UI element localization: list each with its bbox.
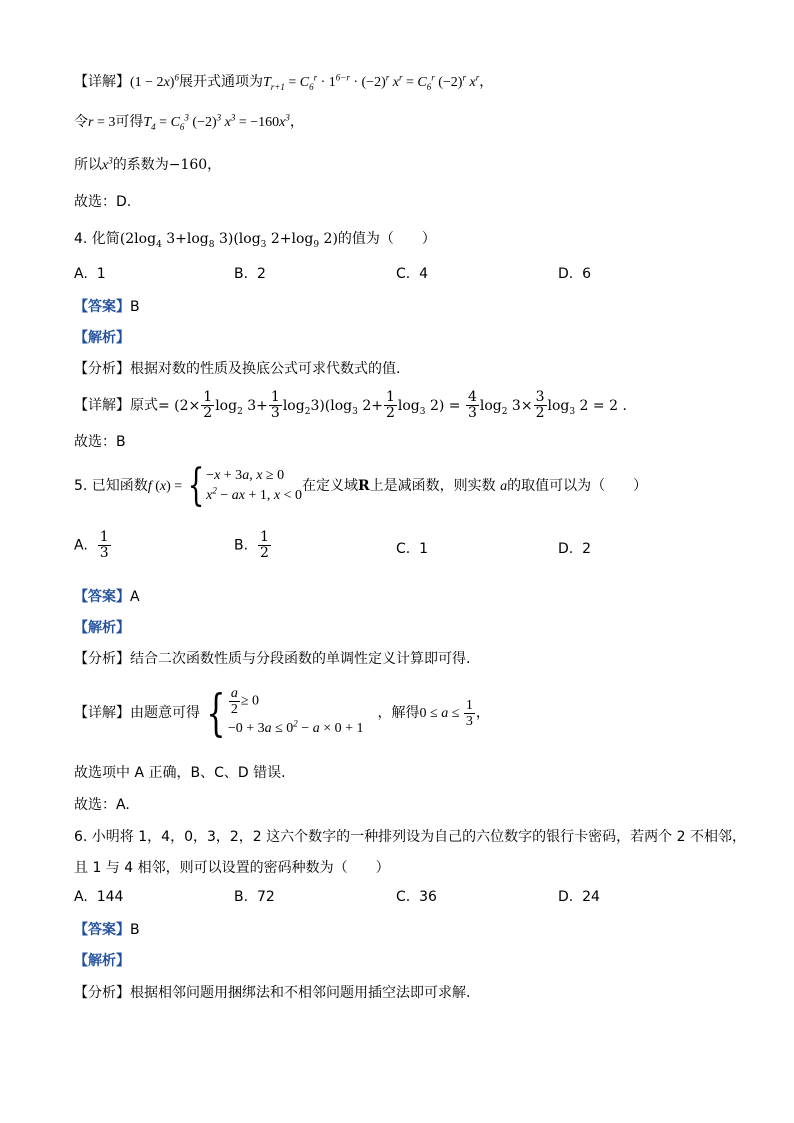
formula-fx: f (x) = bbox=[147, 479, 183, 494]
answer-label: 【答案】 bbox=[74, 299, 130, 315]
q4-option-c: C. 4 bbox=[396, 266, 429, 282]
formula-q5-result: 0 ≤ a ≤ $\frac{1}{3}$ bbox=[419, 698, 473, 730]
q5-option-d: D. 2 bbox=[558, 541, 592, 557]
q3-detail-text: 展开式通项为 bbox=[178, 74, 263, 90]
q4-stem bbox=[74, 229, 436, 249]
formula-piecewise: −x + 3a, x ≥ 0 $x^2$ − ax + 1, x < 0 bbox=[206, 468, 303, 503]
q5-stem-tail: 上是减函数，则实数 bbox=[369, 478, 496, 494]
q3-coef-suffix: 的系数为 bbox=[112, 157, 169, 173]
q6-option-d: D. 24 bbox=[558, 889, 600, 905]
q5-conclusion: 故选：A. bbox=[74, 797, 130, 813]
q5-answer-line bbox=[74, 587, 140, 607]
q3-step-mid: 可得 bbox=[115, 114, 144, 130]
q4-option-d: D. 6 bbox=[558, 266, 592, 282]
var-a: a bbox=[500, 479, 508, 494]
q6-answer-line bbox=[74, 920, 140, 940]
set-r: R bbox=[358, 478, 370, 494]
method-label: 【分析】 bbox=[74, 985, 130, 1001]
q6-method-text: 根据相邻问题用捆绑法和不相邻问题用插空法即可求解. bbox=[130, 985, 471, 1001]
q6-option-b: B. 72 bbox=[234, 889, 275, 905]
q4-option-b: B. 2 bbox=[234, 266, 266, 282]
method-label: 【分析】 bbox=[74, 651, 130, 667]
q4-stem-prefix: 4. 化简 bbox=[74, 231, 120, 247]
q6-analysis-label: 【解析】 bbox=[74, 953, 130, 969]
q6-option-a: A. 144 bbox=[74, 889, 124, 905]
q5-answer-value: A bbox=[130, 589, 140, 605]
q3-coefficient-line: 所以$x^3$的系数为−160， bbox=[74, 155, 222, 173]
q5-option-b: B. $\frac{1}{2}$ bbox=[234, 529, 269, 561]
q4-detail-prefix: 原式 bbox=[130, 397, 158, 414]
q5-option-c: C. 1 bbox=[396, 541, 429, 557]
formula-x3: $x^3$ bbox=[102, 155, 113, 173]
q6-option-c: C. 36 bbox=[396, 889, 437, 905]
q5-stem-suffix: 在定义域 bbox=[302, 478, 359, 494]
detail-label: 【详解】 bbox=[74, 705, 130, 721]
answer-label: 【答案】 bbox=[74, 589, 130, 605]
formula-binomial: $(1 - 2x)^6$ bbox=[130, 72, 179, 90]
formula-t4: $T_4 = C_6^3$ $(-2)^3$ $x^3 = -160x^3$ bbox=[143, 112, 290, 132]
q6-answer-value: B bbox=[130, 922, 140, 938]
q5-stem bbox=[74, 460, 648, 511]
q5-judgement: 故选项中 A 正确，B、C、D 错误. bbox=[74, 765, 286, 781]
q6-method-line bbox=[74, 983, 470, 1003]
method-label: 【分析】 bbox=[74, 361, 130, 377]
formula-general-term: $T_{r+1} = C_6^r \cdot 1^{6-r} \cdot (-2)^r$ $x^r = C_6^r$ $(-2)^r$ $x^r$ bbox=[262, 72, 480, 92]
q5-stem-end: 的取值可以为（ ） bbox=[507, 478, 648, 494]
q5-detail-line: 【详解】由题意可得 { $\frac{a}{2}$ ≥ 0 $-0 + 3a \le 0^2 - a \times 0 + 1$ ，解得0 ≤ a ≤ $\frac{1}{3}$ ， bbox=[74, 684, 490, 742]
formula-r-equals-3: r = 3 bbox=[88, 115, 116, 130]
q5-analysis-label: 【解析】 bbox=[74, 620, 130, 636]
q5-detail-prefix: 由题意可得 bbox=[130, 705, 200, 721]
q4-stem-suffix: 的值为（ ） bbox=[337, 231, 436, 247]
q6-stem-line2: 且 1 与 4 相邻，则可以设置的密码种数为（ ） bbox=[74, 860, 390, 876]
q3-conclusion: 故选：D. bbox=[74, 194, 132, 210]
detail-label: 【详解】 bbox=[74, 397, 130, 414]
q3-step-prefix: 令 bbox=[74, 114, 88, 130]
q4-answer-value: B bbox=[130, 299, 140, 315]
q4-option-a: A. 1 bbox=[74, 266, 106, 282]
q4-conclusion: 故选：B bbox=[74, 434, 126, 450]
q5-method-line bbox=[74, 649, 470, 669]
q3-coef-prefix: 所以 bbox=[74, 157, 102, 173]
q4-analysis-label: 【解析】 bbox=[74, 330, 130, 346]
q3-step-line: 令r = 3可得$T_4 = C_6^3$ $(-2)^3$ $x^3 = -160x^3$， bbox=[74, 112, 304, 132]
q4-answer-line bbox=[74, 297, 140, 317]
q6-stem-line1: 6. 小明将 1，4，0，3，2，2 这六个数字的一种排列设为自己的六位数字的银行卡密码，若两个 2 不相邻， bbox=[74, 829, 746, 845]
q5-method-text: 结合二次函数性质与分段函数的单调性定义计算即可得. bbox=[130, 651, 471, 667]
q5-detail-mid: ，解得 bbox=[377, 705, 420, 721]
q4-detail-line bbox=[74, 390, 627, 421]
answer-label: 【答案】 bbox=[74, 922, 130, 938]
detail-label: 【详解】 bbox=[74, 74, 130, 90]
formula-q4-expression: ($2\log_4$ $3+\log_8$ $3)(\log_3$ $2+\log_9$ 2) bbox=[119, 231, 338, 250]
left-brace: { bbox=[187, 460, 205, 511]
q4-method-line bbox=[74, 359, 400, 379]
q3-coef-value: −160 bbox=[168, 157, 208, 173]
q3-detail-line: 【详解】$(1 - 2x)^6$展开式通项为$T_{r+1} = C_6^r \cdot 1^{6-r} \cdot (-2)^r$ $x^r = C_6^r$ $(-2)^r$ $x^r$， bbox=[74, 72, 494, 92]
q4-method-text: 根据对数的性质及换底公式可求代数式的值. bbox=[130, 361, 401, 377]
q5-stem-prefix: 5. 已知函数 bbox=[74, 478, 148, 494]
left-brace: { bbox=[206, 684, 226, 742]
formula-q5-conditions: $\frac{a}{2}$ ≥ 0 $-0 + 3a \le 0^2 - a \times 0 + 1$ bbox=[227, 685, 364, 736]
formula-q4-solution: = (2× $\frac{1}{2}$ $\log_2 3+$ $\frac{1}{3}$ $\log_23)(\log_3$ 2+ $\frac{1}{2}$ $\log_3 2$) = $\frac{4}{3}$ $\log_2 3\times$ $\frac{3}{2}$ $\log_3 2 = 2$ . bbox=[158, 389, 627, 421]
q5-option-a: A. $\frac{1}{3}$ bbox=[74, 529, 109, 561]
